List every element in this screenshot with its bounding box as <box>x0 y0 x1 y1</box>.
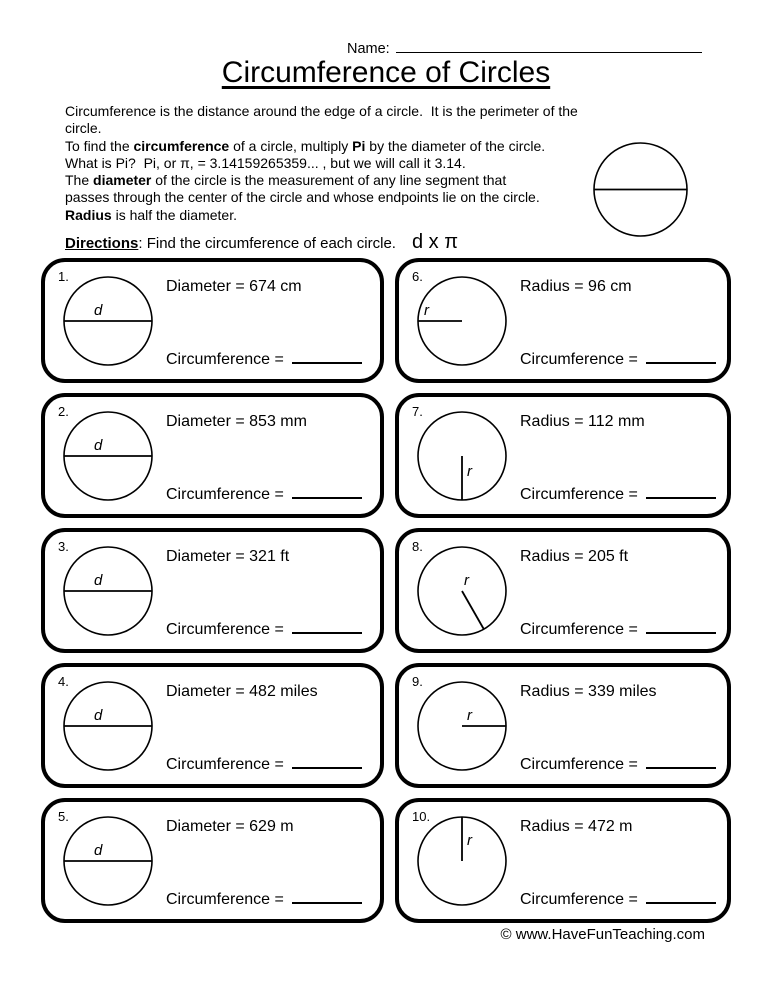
circle-figure <box>61 814 155 908</box>
problem-box <box>41 393 384 518</box>
intro-line: Circumference is the distance around the edge of a circle. It is the perimeter of the circle. <box>65 103 582 137</box>
circle-figure <box>415 814 509 908</box>
problem-box <box>41 528 384 653</box>
intro-line: What is Pi? Pi, or π, = 3.14159265359... , but we will call it 3.14. <box>65 154 466 171</box>
circumference-row <box>166 480 362 504</box>
problem-number: 9. <box>412 674 423 689</box>
circle-figure <box>415 274 509 368</box>
page-title: Circumference of Circles <box>221 56 551 89</box>
problem-number: 8. <box>412 539 423 554</box>
problem-box <box>41 663 384 788</box>
measurement-label: Radius = 472 m <box>520 818 633 835</box>
intro-line: The diameter of the circle is the measurement of any line segment that <box>65 172 507 189</box>
circumference-label: Circumference = <box>520 756 638 773</box>
measurement-label: Diameter = 853 mm <box>166 413 307 430</box>
measurement-label: Diameter = 629 m <box>166 818 294 835</box>
problem-box <box>41 798 384 923</box>
answer-blank[interactable] <box>292 885 362 904</box>
intro-line: passes through the center of the circle and whose endpoints lie on the circle. <box>65 189 540 206</box>
directions <box>65 231 458 254</box>
circumference-label: Circumference = <box>166 351 284 368</box>
name-row <box>347 38 702 57</box>
problem-number: 4. <box>58 674 69 689</box>
formula: d x π <box>411 231 459 253</box>
problem-number: 2. <box>58 404 69 419</box>
circle-letter: r <box>467 463 472 480</box>
problem-number: 3. <box>58 539 69 554</box>
problem-box <box>395 258 731 383</box>
circle-letter: r <box>464 572 469 589</box>
circumference-label: Circumference = <box>520 621 638 638</box>
measurement-label: Radius = 112 mm <box>520 413 645 430</box>
circumference-row <box>520 345 716 369</box>
circle-letter: r <box>467 832 472 849</box>
circle-letter: d <box>94 302 103 319</box>
circumference-label: Circumference = <box>166 756 284 773</box>
problems-grid <box>41 258 731 923</box>
answer-blank[interactable] <box>292 345 362 364</box>
intro-text <box>65 103 605 224</box>
directions-label: Directions <box>65 235 139 252</box>
circumference-row <box>166 345 362 369</box>
answer-blank[interactable] <box>646 345 716 364</box>
circumference-row <box>166 750 362 774</box>
intro-line: To find the circumference of a circle, multiply Pi by the diameter of the circle. <box>65 137 546 154</box>
circle-figure <box>61 274 155 368</box>
circle-letter: d <box>94 842 103 859</box>
problem-number: 10. <box>412 809 431 824</box>
circle-figure <box>61 544 155 638</box>
answer-blank[interactable] <box>292 480 362 499</box>
problem-number: 5. <box>58 809 69 824</box>
problem-box <box>395 663 731 788</box>
circumference-row <box>520 750 716 774</box>
circle-letter: r <box>424 302 429 319</box>
problem-number: 1. <box>58 269 69 284</box>
problem-box <box>395 798 731 923</box>
measurement-label: Radius = 339 miles <box>520 683 657 700</box>
answer-blank[interactable] <box>646 885 716 904</box>
circumference-label: Circumference = <box>166 621 284 638</box>
problem-box <box>395 528 731 653</box>
problem-box <box>395 393 731 518</box>
circle-letter: d <box>94 707 103 724</box>
circle-figure <box>61 409 155 503</box>
circle-letter: d <box>94 572 103 589</box>
circumference-label: Circumference = <box>166 486 284 503</box>
answer-blank[interactable] <box>646 750 716 769</box>
problem-box <box>41 258 384 383</box>
circle-letter: d <box>94 437 103 454</box>
circumference-row <box>166 615 362 639</box>
answer-blank[interactable] <box>646 480 716 499</box>
answer-blank[interactable] <box>292 750 362 769</box>
answer-blank[interactable] <box>646 615 716 634</box>
circle-figure <box>415 409 509 503</box>
circumference-row <box>520 885 716 909</box>
directions-text: : Find the circumference of each circle. <box>138 235 396 252</box>
circle-figure <box>415 679 509 773</box>
intro-line: Radius is half the diameter. <box>65 206 237 223</box>
circumference-row <box>520 480 716 504</box>
circle-letter: r <box>467 707 472 724</box>
circumference-label: Circumference = <box>166 891 284 908</box>
answer-blank[interactable] <box>292 615 362 634</box>
circle-measure-line <box>462 591 484 630</box>
circumference-label: Circumference = <box>520 351 638 368</box>
diameter-diagram-icon <box>592 141 689 238</box>
measurement-label: Diameter = 321 ft <box>166 548 290 565</box>
name-label: Name: <box>347 41 390 57</box>
problem-number: 7. <box>412 404 423 419</box>
name-blank[interactable] <box>396 38 702 53</box>
circle-figure <box>415 544 509 638</box>
circle-figure <box>61 679 155 773</box>
measurement-label: Diameter = 674 cm <box>166 278 302 295</box>
circumference-label: Circumference = <box>520 486 638 503</box>
measurement-label: Diameter = 482 miles <box>166 683 318 700</box>
circumference-row <box>520 615 716 639</box>
problem-number: 6. <box>412 269 423 284</box>
footer-credit: © www.HaveFunTeaching.com <box>500 926 705 943</box>
measurement-label: Radius = 205 ft <box>520 548 629 565</box>
circumference-label: Circumference = <box>520 891 638 908</box>
circumference-row <box>166 885 362 909</box>
measurement-label: Radius = 96 cm <box>520 278 632 295</box>
